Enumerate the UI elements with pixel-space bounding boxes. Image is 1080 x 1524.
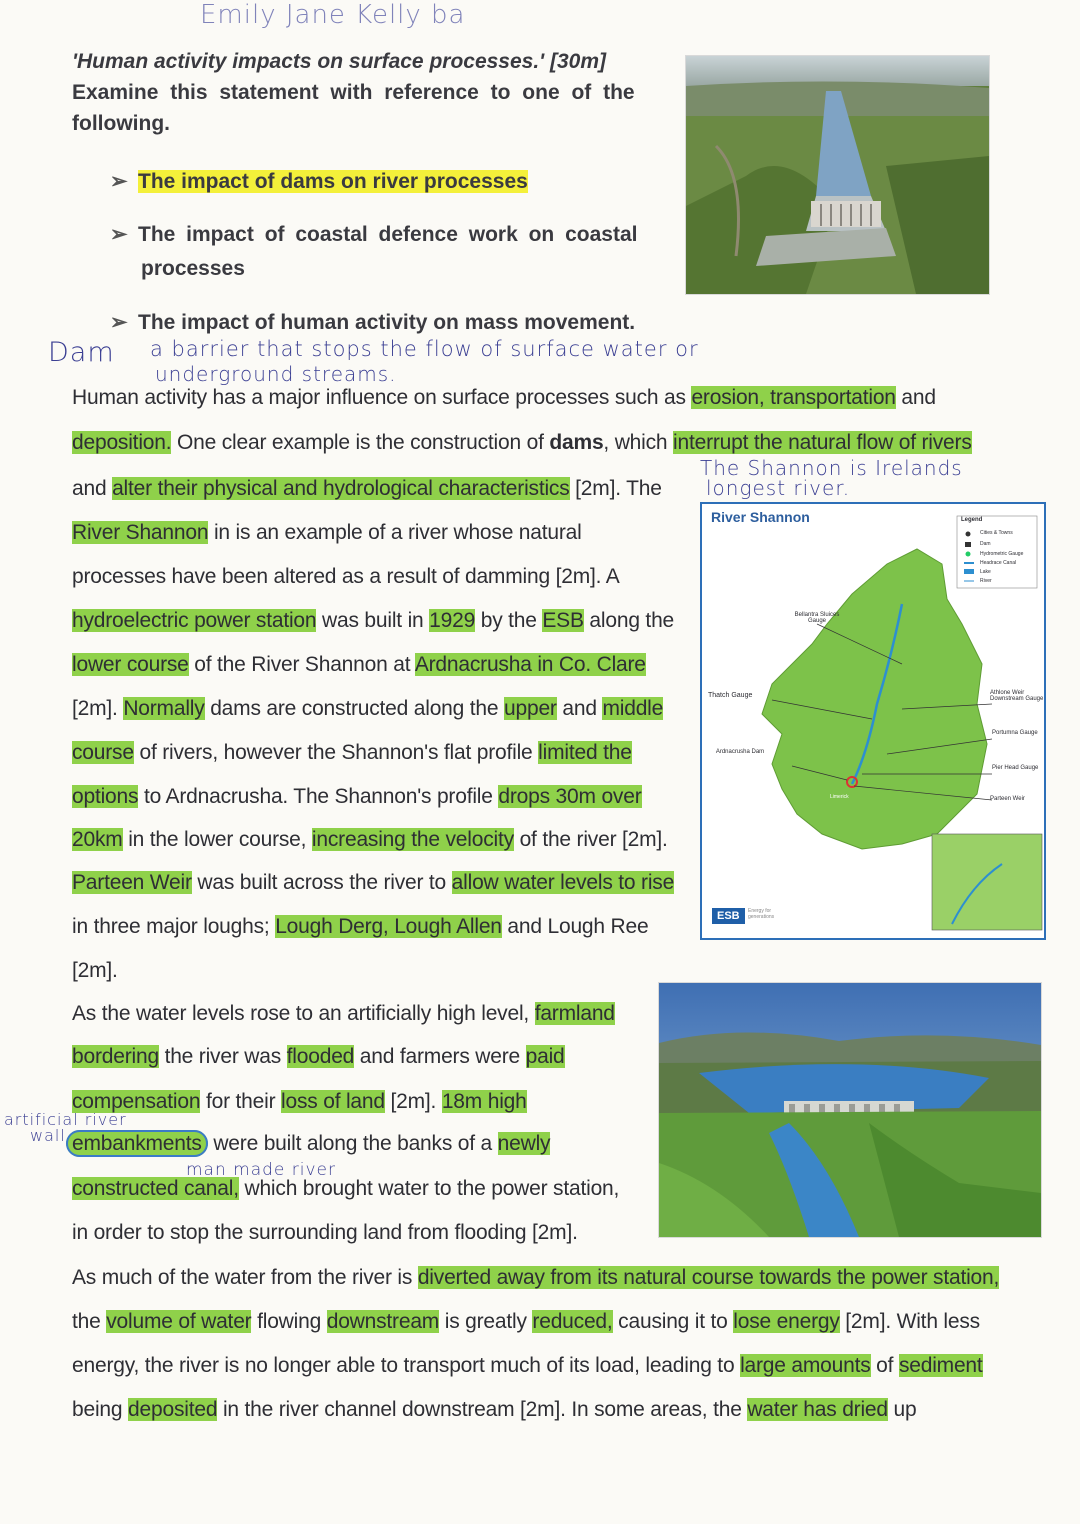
aerial-photo-graphic bbox=[686, 56, 989, 294]
bullet-coastal-label: The impact of coastal defence work on coastal bbox=[138, 223, 638, 246]
legend-item-gauge: Hydrometric Gauge bbox=[980, 551, 1024, 557]
legend-title: Legend bbox=[961, 517, 983, 523]
label-pier-head: Pier Head Gauge bbox=[992, 765, 1039, 771]
body-line-23: energy, the river is no longer able to transport much of its load, leading to large amounts of sediment bbox=[72, 1354, 983, 1377]
body-line-14: [2m]. bbox=[72, 959, 118, 982]
arrow-icon: ➢ bbox=[110, 223, 128, 246]
label-limerick: Limerick bbox=[830, 794, 849, 800]
body-line-9: course of rivers, however the Shannon's flat profile limited the bbox=[72, 741, 632, 764]
body-line-5: processes have been altered as a result of damming [2m]. A bbox=[72, 565, 620, 588]
body-line-15: As the water levels rose to an artificially high level, farmland bbox=[72, 1002, 615, 1025]
question-line-2: Examine this statement with reference to one of the bbox=[72, 81, 635, 104]
body-line-19: constructed canal, which brought water to the power station, bbox=[72, 1177, 620, 1200]
body-line-1: Human activity has a major influence on surface processes such as erosion, transportation and bbox=[72, 386, 936, 409]
body-line-3: and alter their physical and hydrological characteristics [2m]. The bbox=[72, 477, 662, 500]
label-athlone: Athlone Weir Downstream Gauge bbox=[990, 690, 1044, 702]
handwritten-shannon-note-2: longest river. bbox=[706, 476, 851, 500]
ireland-map-graphic bbox=[702, 504, 1044, 938]
body-line-17: compensation for their loss of land [2m]. 18m high bbox=[72, 1090, 527, 1113]
body-line-11: 20km in the lower course, increasing the velocity of the river [2m]. bbox=[72, 828, 668, 851]
body-line-24: being deposited in the river channel downstream [2m]. In some areas, the water has dried up bbox=[72, 1398, 917, 1421]
label-thatch: Thatch Gauge bbox=[708, 692, 753, 699]
map-title: River Shannon bbox=[711, 509, 810, 525]
body-line-21: As much of the water from the river is diverted away from its natural course towards the power station, bbox=[72, 1266, 1000, 1289]
legend-item-cities: Cities & Towns bbox=[980, 530, 1013, 536]
esb-tagline: Energy for generations bbox=[748, 908, 775, 920]
legend-item-river: River bbox=[980, 578, 992, 584]
label-bellantra: Bellantra Sluices Gauge bbox=[794, 612, 840, 624]
label-portumna: Portumna Gauge bbox=[992, 730, 1038, 736]
body-line-20: in order to stop the surrounding land from flooding [2m]. bbox=[72, 1221, 578, 1244]
question-block bbox=[72, 46, 672, 139]
arrow-icon: ➢ bbox=[110, 170, 128, 193]
body-line-4: River Shannon in is an example of a river whose natural bbox=[72, 521, 582, 544]
handwritten-dam-label: Dam bbox=[48, 337, 115, 368]
handwritten-wall-note: wall bbox=[30, 1126, 66, 1145]
question-line-3: following. bbox=[72, 112, 170, 135]
handwritten-dam-definition-2: underground streams. bbox=[155, 362, 397, 386]
bullet-mass-movement-label: The impact of human activity on mass movement. bbox=[138, 311, 636, 334]
handwritten-shannon-note: The Shannon is Irelands bbox=[700, 456, 963, 480]
handwritten-name: Emily Jane Kelly ba bbox=[200, 0, 466, 30]
legend-item-canal: Headrace Canal bbox=[980, 560, 1017, 566]
label-ardnacrusha: Ardnacrusha Dam bbox=[715, 749, 765, 755]
handwritten-dam-definition: a barrier that stops the flow of surface water or bbox=[150, 337, 699, 361]
label-parteen: Parteen Weir bbox=[990, 796, 1025, 802]
arrow-icon: ➢ bbox=[110, 311, 128, 334]
ardnacrusha-aerial-photo bbox=[685, 55, 990, 295]
bullet-dams-label: The impact of dams on river processes bbox=[138, 170, 528, 193]
body-line-22: the volume of water flowing downstream is greatly reduced, causing it to lose energy [2m]. With less bbox=[72, 1310, 980, 1333]
body-line-12: Parteen Weir was built across the river to allow water levels to rise bbox=[72, 871, 675, 894]
body-line-13: in three major loughs; Lough Derg, Lough Allen and Lough Ree bbox=[72, 915, 649, 938]
body-line-8: [2m]. Normally dams are constructed along the upper and middle bbox=[72, 697, 664, 720]
legend-item-lake: Lake bbox=[980, 569, 991, 575]
bullet-mass-movement bbox=[110, 306, 635, 340]
handwritten-manmade-note: man made river bbox=[186, 1160, 337, 1180]
body-line-16: bordering the river was flooded and farmers were paid bbox=[72, 1045, 565, 1068]
esb-logo: ESB bbox=[712, 908, 745, 924]
river-shannon-map bbox=[700, 502, 1046, 940]
parteen-weir-photo bbox=[658, 982, 1042, 1238]
body-line-2: deposition. One clear example is the construction of dams, which interrupt the natural flow of rivers bbox=[72, 431, 972, 454]
bullet-coastal bbox=[110, 218, 670, 286]
body-line-6: hydroelectric power station was built in 1929 by the ESB along the bbox=[72, 609, 675, 632]
body-line-18: embankments were built along the banks of a newly bbox=[66, 1132, 550, 1156]
body-line-7: lower course of the River Shannon at Ardnacrusha in Co. Clare bbox=[72, 653, 646, 676]
handwritten-artificial-note: artificial river bbox=[4, 1110, 127, 1129]
body-line-10: options to Ardnacrusha. The Shannon's profile drops 30m over bbox=[72, 785, 642, 808]
bullet-dams bbox=[110, 165, 528, 199]
bullet-coastal-label-2: processes bbox=[141, 257, 245, 280]
legend-item-dam: Dam bbox=[980, 541, 991, 547]
weir-photo-graphic bbox=[659, 983, 1041, 1237]
question-title: 'Human activity impacts on surface processes.' [30m] bbox=[72, 50, 607, 73]
